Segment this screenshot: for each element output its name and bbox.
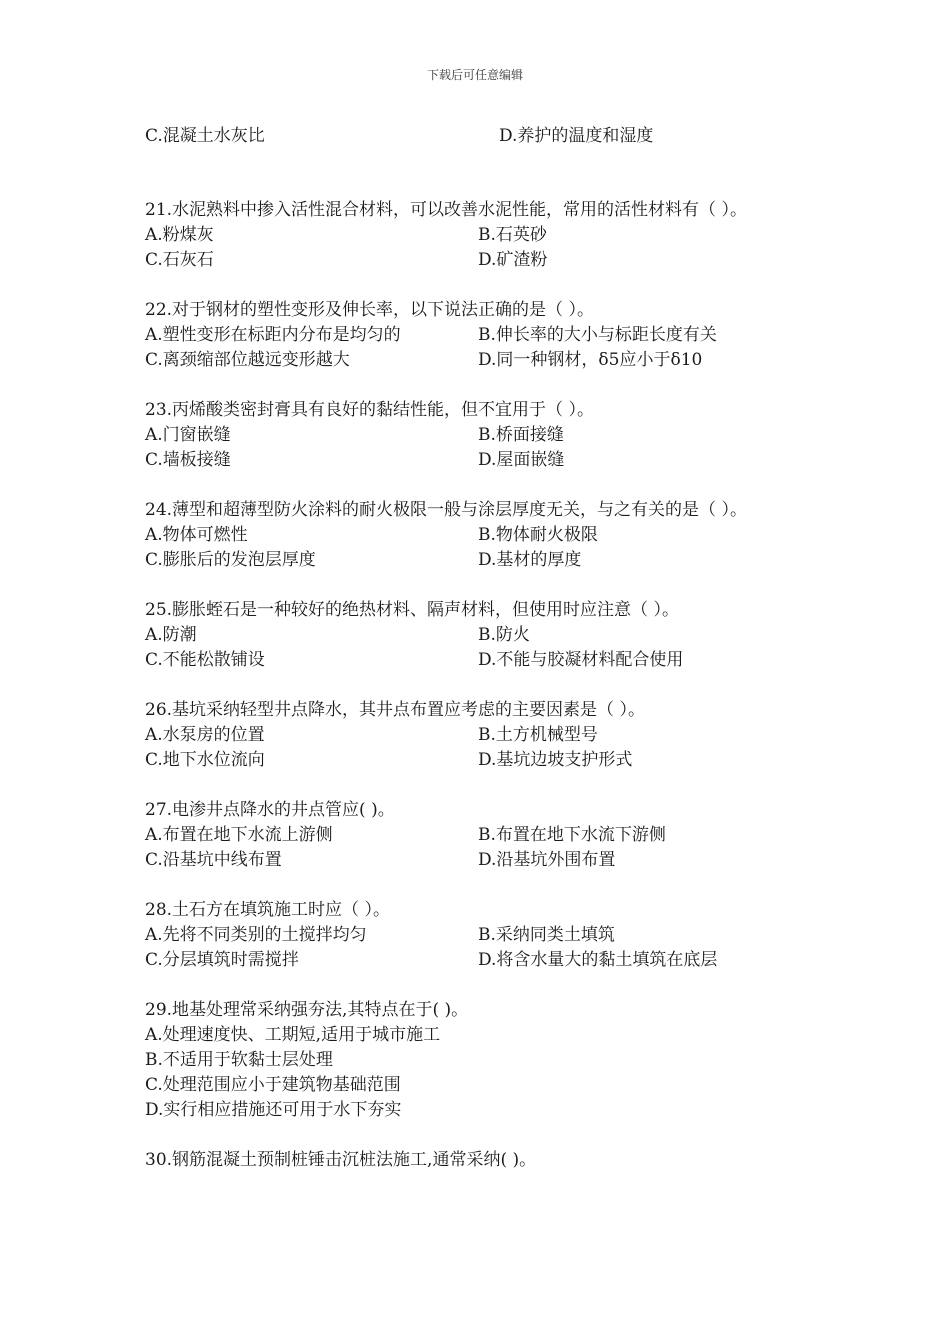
option-c: C.膨胀后的发泡层厚度	[145, 550, 316, 570]
option-b: B.土方机械型号	[478, 725, 598, 745]
question-22	[145, 298, 817, 373]
option-d: D.实行相应措施还可用于水下夯实	[145, 1100, 402, 1120]
option-c: C.沿基坑中线布置	[145, 850, 282, 870]
option-a: A.物体可燃性	[145, 525, 248, 545]
option-c: C.离颈缩部位越远变形越大	[145, 350, 350, 370]
question-stem: 26.基坑采纳轻型井点降水，其井点布置应考虑的主要因素是（ ）。	[145, 700, 645, 720]
question-stem: 30.钢筋混凝土预制桩锤击沉桩法施工,通常采纳( )。	[145, 1150, 537, 1170]
option-a: A.处理速度快、工期短,适用于城市施工	[145, 1025, 441, 1045]
question-28	[145, 898, 817, 973]
option-b: B.物体耐火极限	[478, 525, 598, 545]
question-stem: 28.土石方在填筑施工时应（ ）。	[145, 900, 390, 920]
option-b: B.防火	[478, 625, 530, 645]
option-a: A.防潮	[145, 625, 197, 645]
question-26	[145, 698, 817, 773]
option-c: C.分层填筑时需搅拌	[145, 950, 299, 970]
option-b: B.伸长率的大小与标距长度有关	[478, 325, 717, 345]
previous-question-options	[145, 124, 817, 149]
options-grid	[145, 923, 817, 973]
option-a: A.先将不同类别的土搅拌均匀	[145, 925, 367, 945]
option-b: B.不适用于软黏士层处理	[145, 1050, 333, 1070]
option-d: D.同一种钢材，δ5应小于δ10	[478, 350, 703, 370]
options-grid	[145, 223, 817, 273]
option-d: D.基坑边坡支护形式	[478, 750, 633, 770]
options-grid	[145, 323, 817, 373]
option-d: D.沿基坑外围布置	[478, 850, 616, 870]
option-c: C.墙板接缝	[145, 450, 231, 470]
option-d: D.矿渣粉	[478, 250, 548, 270]
question-23	[145, 398, 817, 473]
option-c: C.处理范围应小于建筑物基础范围	[145, 1075, 401, 1095]
options-grid	[145, 523, 817, 573]
option-d: D.将含水量大的黏土填筑在底层	[478, 950, 718, 970]
options-grid	[145, 623, 817, 673]
question-29	[145, 998, 817, 1123]
page-header: 下载后可任意编辑	[426, 68, 523, 82]
document-body	[145, 124, 817, 1173]
question-stem: 23.丙烯酸类密封膏具有良好的黏结性能，但不宜用于（ ）。	[145, 400, 594, 420]
question-24	[145, 498, 817, 573]
option-c: C.地下水位流向	[145, 750, 265, 770]
question-stem: 24.薄型和超薄型防火涂料的耐火极限一般与涂层厚度无关，与之有关的是（ ）。	[145, 500, 747, 520]
question-stem: 21.水泥熟料中掺入活性混合材料，可以改善水泥性能，常用的活性材料有（ ）。	[145, 200, 747, 220]
option-b: B.采纳同类土填筑	[478, 925, 615, 945]
option-d: D.屋面嵌缝	[478, 450, 565, 470]
question-stem: 25.膨胀蛭石是一种较好的绝热材料、隔声材料，但使用时应注意（ ）。	[145, 600, 679, 620]
option-b: B.布置在地下水流下游侧	[478, 825, 666, 845]
option-b: B.桥面接缝	[478, 425, 564, 445]
option-d: D.不能与胶凝材料配合使用	[478, 650, 684, 670]
question-stem: 22.对于钢材的塑性变形及伸长率，以下说法正确的是（ ）。	[145, 300, 594, 320]
option-c: C.混凝土水灰比	[145, 126, 265, 146]
question-stem: 29.地基处理常采纳强夯法,其特点在于( )。	[145, 1000, 469, 1020]
option-a: A.布置在地下水流上游侧	[145, 825, 333, 845]
question-25	[145, 598, 817, 673]
option-b: B.石英砂	[478, 225, 547, 245]
option-a: A.水泵房的位置	[145, 725, 265, 745]
question-stem: 27.电渗井点降水的井点管应( )。	[145, 800, 395, 820]
option-d: D.养护的温度和湿度	[499, 126, 654, 146]
question-30	[145, 1148, 817, 1173]
question-21	[145, 198, 817, 273]
question-27	[145, 798, 817, 873]
options-grid	[145, 823, 817, 873]
option-a: A.塑性变形在标距内分布是均匀的	[145, 325, 401, 345]
option-a: A.粉煤灰	[145, 225, 214, 245]
option-c: C.石灰石	[145, 250, 214, 270]
options-grid	[145, 723, 817, 773]
option-a: A.门窗嵌缝	[145, 425, 231, 445]
option-c: C.不能松散铺设	[145, 650, 265, 670]
option-d: D.基材的厚度	[478, 550, 582, 570]
options-grid	[145, 423, 817, 473]
options-list	[145, 1023, 817, 1123]
